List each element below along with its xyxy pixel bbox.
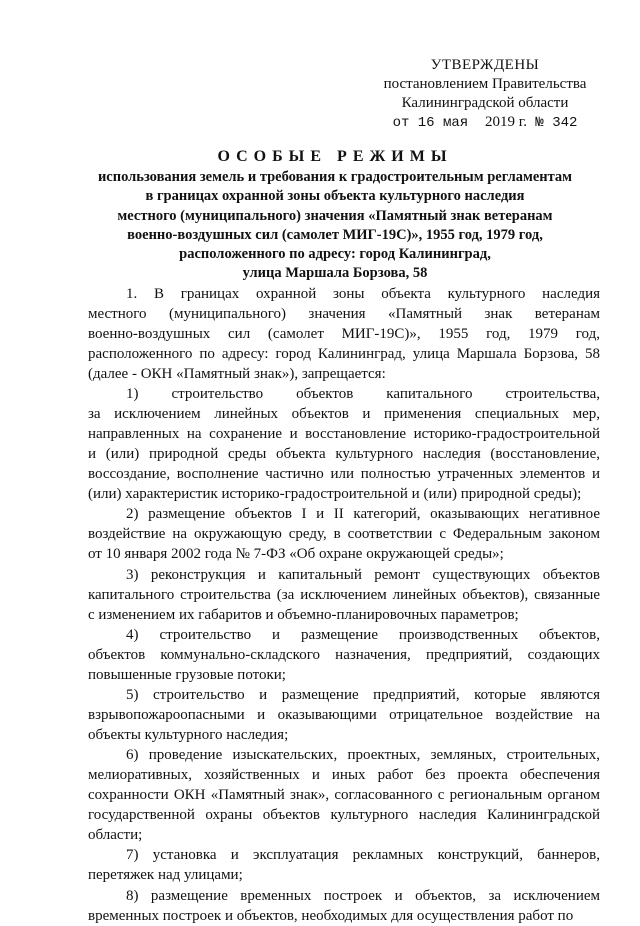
paragraph-8 [88,845,600,885]
approval-number: № 342 [535,115,578,131]
paragraph-1 [88,284,600,384]
document-body [88,284,600,926]
paragraph-line: 6) проведение изыскательских, проектных, земляных, строительных, [126,747,600,764]
paragraph-2 [88,384,600,504]
paragraph-line: временных построек и объектов, необходимых для осуществления работ по [88,907,574,924]
paragraph-line: военно-воздушных сил (самолет МИГ-19С)», 1955 год, 1979 год, [88,326,600,342]
paragraph-line: воздействие на окружающую среду, в соответствии с Федеральным законом [88,526,600,543]
paragraph-6 [88,685,600,745]
paragraph-line: воссоздание, восполнение частично или полностью утраченных элементов и [88,466,600,483]
approval-line-1: постановлением Правительства [383,76,587,92]
paragraph-line: (или) характеристик историко-градостроительной и (или) природной среды); [88,486,582,503]
paragraph-line: взрывопожароопасными и оказывающими отрицательное воздействие на [88,706,600,723]
paragraph-line: 5) строительство и размещение предприятий, которые являются [126,686,600,703]
paragraph-line: капитального строительства (за исключением линейных объектов), связанные [88,586,600,603]
paragraph-line: и (или) природной среды объекта культурного наследия (восстановление, [88,446,600,463]
paragraph-line: (далее - ОКН «Памятный знак»), запрещается: [88,366,386,382]
paragraph-line: 8) размещение временных построек и объектов, за исключением [126,887,600,904]
paragraph-line: 2) размещение объектов I и II категорий, оказывающих негативное [126,506,600,523]
paragraph-line: расположенного по адресу: город Калининград, улица Маршала Борзова, 58 [88,346,600,362]
title-subtitle: использования земель и требования к градостроительным регламентам в границах охранной зоны объекта культурного наследия местного (муниципального) значения «Памятный знак ветеранам военно-воздушных сил (самолет МИГ-19С)», 1955 год, 1979 год, расположенного по адресу: город Калининград, улица Маршала Борзова, 58 [97,169,573,282]
approval-date-line [360,113,610,133]
paragraph-line: за исключением линейных объектов и применения специальных мер, [88,406,600,423]
paragraph-3 [88,504,600,564]
document-title [70,146,600,284]
paragraph-line: 1. В границах охранной зоны объекта культурного наследия [126,286,600,302]
paragraph-9 [88,886,600,926]
paragraph-line: сохранности ОКН «Памятный знак», согласованного с региональным органом [88,787,600,804]
paragraph-line: государственной охраны объектов культурного наследия Калининградской [88,807,600,824]
paragraph-line: от 10 января 2002 года № 7-ФЗ «Об охране окружающей среды»; [88,546,504,563]
paragraph-line: объекты культурного наследия; [88,726,289,743]
paragraph-line: местного (муниципального) значения «Памятный знак ветеранам [88,306,600,322]
approval-year: 2019 г. [485,114,527,130]
paragraph-line: объектов коммунально-складского назначения, предприятий, создающих [88,646,600,663]
paragraph-line: 7) установка и эксплуатация рекламных конструкций, баннеров, [126,847,600,864]
paragraph-line: перетяжек над улицами; [88,867,243,884]
paragraph-line: повышенные грузовые потоки; [88,666,286,683]
paragraph-line: 4) строительство и размещение производственных объектов, [126,626,600,643]
paragraph-line: с изменением их габаритов и объемно-планировочных параметров; [88,606,519,623]
approval-heading: УТВЕРЖДЕНЫ [430,57,540,73]
approval-block [360,56,610,133]
paragraph-line: области; [88,827,143,844]
approval-date: от 16 мая [392,115,469,131]
title-main: ОСОБЫЕ РЕЖИМЫ [217,148,453,165]
paragraph-line: направленных на сохранение и восстановление историко-градостроительной [88,426,600,443]
paragraph-line: мелиоративных, хозяйственных и иных работ без проекта обеспечения [88,767,600,784]
paragraph-4 [88,565,600,625]
paragraph-line: 3) реконструкция и капитальный ремонт существующих объектов [126,566,600,583]
paragraph-7 [88,745,600,845]
paragraph-line: 1) строительство объектов капитального строительства, [126,386,600,403]
paragraph-5 [88,625,600,685]
approval-line-2: Калининградской области [401,95,569,111]
